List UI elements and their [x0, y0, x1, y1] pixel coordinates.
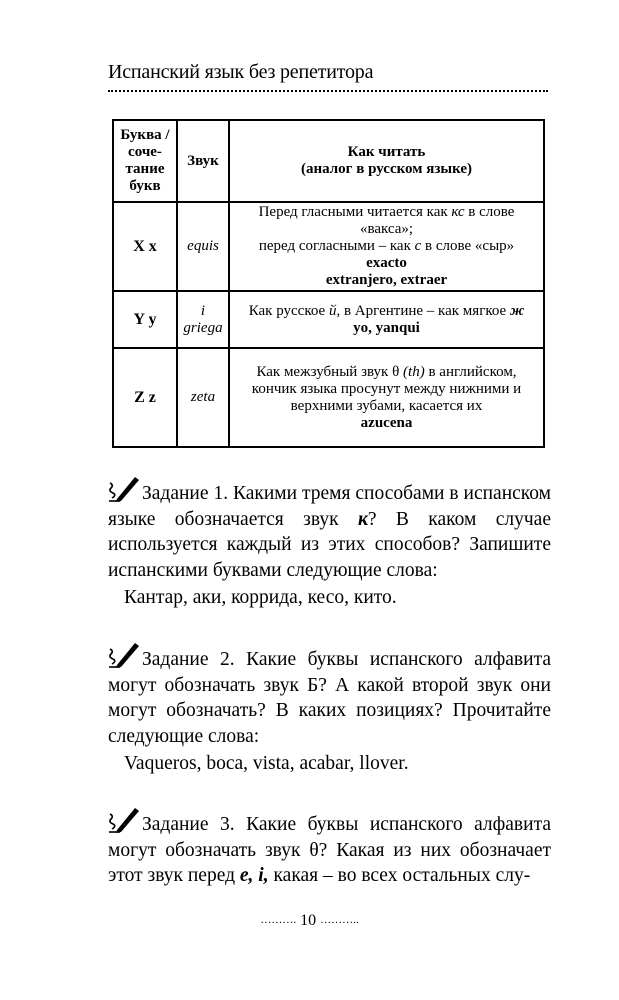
row-description [229, 202, 544, 291]
col-header-sound: Звук [177, 120, 229, 202]
desc-highlight: с [414, 238, 422, 254]
exercise-highlight: e, i, [239, 865, 269, 886]
desc-text: в английском, кончик языка просунут между нижними и верхними зубами, касается их [251, 363, 522, 414]
desc-text: Перед гласными читается как [258, 204, 452, 220]
howto-line2: (аналог в русском языке) [301, 161, 472, 177]
exercise-2 [108, 640, 551, 777]
desc-highlight: (th) [403, 363, 425, 380]
pen-writing-icon [108, 640, 142, 668]
exercise-text-part: Задание 2. Какие буквы испанского алфавита могут обозначать звук Б? А какой второй звук они могут обозначать? В каких позициях? Прочитайте следующие слова: [108, 649, 551, 747]
exercise-text-part: ? В каком случае используется каждый из этих способов? Запишите испанскими буквами следующие слова: [108, 508, 551, 581]
running-title: Испанский язык без репетитора [108, 61, 374, 83]
desc-text: перед согласными – как [258, 238, 415, 254]
exercise-text-part: Задание 3. Какие буквы испанского алфавита могут обозначать звук θ? Какая из них обозначает этот звук перед [108, 814, 551, 886]
exercise-text-part: Задание 1. Какими тремя способами в испанском языке обозначается звук [108, 483, 551, 530]
exercise-highlight: к [357, 508, 368, 530]
letter-sound-table [112, 119, 545, 448]
desc-highlight: кс [451, 204, 465, 220]
page-number: 10 [300, 912, 317, 929]
pen-writing-icon [108, 474, 142, 502]
header-dotted-rule [108, 90, 548, 92]
row-letter: Z z [113, 348, 177, 447]
footer-dots-right: ……….. [320, 914, 359, 926]
example-word: azucena [360, 414, 413, 431]
howto-line1: Как читать [347, 144, 426, 160]
exercise-words: Кантар, аки, коррида, кесо, кито. [124, 587, 397, 608]
row-letter: X x [113, 202, 177, 291]
table-row [113, 348, 544, 447]
exercise-text [108, 474, 551, 583]
exercise-text [108, 805, 551, 889]
desc-highlight: й [328, 302, 337, 319]
desc-text: Как межзубный звук θ [256, 363, 404, 380]
desc-text: в слове «сыр» [421, 238, 515, 254]
row-description [229, 291, 544, 348]
row-description [229, 348, 544, 447]
example-word: yo, yanqui [353, 319, 420, 336]
desc-text: Как русское [248, 302, 329, 319]
row-sound: equis [177, 202, 229, 291]
footer-dots-left: ………. [260, 914, 297, 926]
desc-text: в слове «вакса»; [359, 204, 515, 237]
exercise-1 [108, 474, 551, 611]
exercise-text-part: какая – во всех остальных слу- [268, 865, 531, 886]
exercise-text [108, 640, 551, 749]
desc-text: , в Аргентине – как мягкое [336, 302, 510, 319]
desc-highlight: ж [509, 302, 525, 319]
exercise-3 [108, 805, 551, 889]
page-footer [0, 912, 619, 930]
exercise-words: Vaqueros, boca, vista, acabar, llover. [124, 753, 409, 774]
example-word: exacto [366, 255, 407, 271]
row-letter: Y y [113, 291, 177, 348]
table-row [113, 291, 544, 348]
example-word: extranjero, extraer [325, 272, 448, 288]
col-header-howto [229, 120, 544, 202]
col-header-letter: Буква / соче-тание букв [113, 120, 177, 202]
table-row [113, 202, 544, 291]
row-sound: zeta [177, 348, 229, 447]
sound-line: i [200, 302, 206, 319]
table-header-row [113, 120, 544, 202]
row-sound [177, 291, 229, 348]
sound-line: griega [183, 319, 223, 336]
pen-writing-icon [108, 805, 142, 833]
